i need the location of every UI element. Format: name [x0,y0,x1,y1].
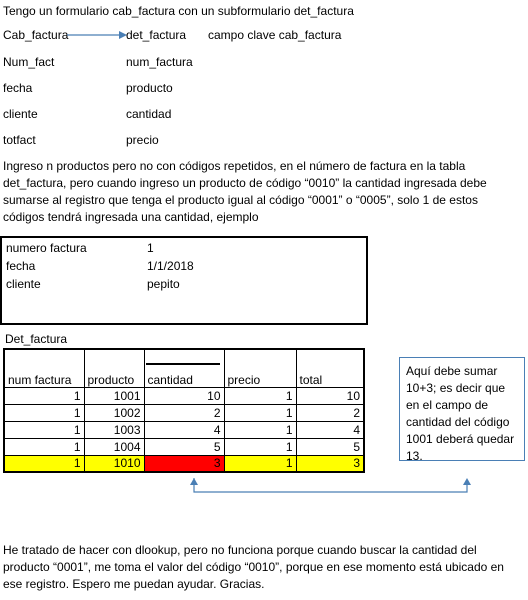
intro-text: Tengo un formulario cab_factura con un subformulario det_factura [3,4,354,18]
cell: 1 [4,438,84,455]
explanation-callout: Aquí debe sumar 10+3; es decir que en el campo de cantidad del código 1001 deberá quedar 13. [399,357,525,461]
cell: 4 [144,421,224,438]
cell: 1003 [84,421,144,438]
key-field-note: campo clave cab_factura [208,28,342,42]
cab-factura-form [0,236,368,325]
cell: 1 [4,421,84,438]
form-label-fecha: fecha [6,259,36,273]
field-num-factura: num_factura [126,55,193,69]
det-factura-label: det_factura [126,28,187,42]
cell: 1 [224,455,296,472]
cell: 10 [144,387,224,404]
col-total: total [296,349,364,387]
table-header-row [4,349,364,387]
field-cliente: cliente [3,107,38,121]
highlighted-row [4,455,364,472]
table-row [4,421,364,438]
cell: 1 [4,387,84,404]
cell: 1 [224,404,296,421]
cell: 1001 [84,387,144,404]
form-value-fecha: 1/1/2018 [147,259,194,273]
cell: 1 [4,455,84,472]
cell: 5 [144,438,224,455]
form-value-numero: 1 [147,241,154,255]
closing-paragraph: He tratado de hacer con dlookup, pero no funciona porque cuando buscar la cantidad del producto “0001”, me toma el valor del código “0010”, porque en ese momento está ubicado en ese registro. Espero me puedan ayudar. Gracias. [3,543,504,591]
cell: 2 [296,404,364,421]
cell: 10 [296,387,364,404]
cell: 3 [296,455,364,472]
cantidad-header-bar [146,362,222,366]
cell: 1010 [84,455,144,472]
cell: 1 [224,387,296,404]
field-totfact: totfact [3,133,36,147]
col-num-factura: num factura [4,349,84,387]
table-row [4,404,364,421]
description-paragraph: Ingreso n productos pero no con códigos repetidos, en el número de factura en la tabla det_factura, pero cuando ingreso un producto de código “0010” la cantidad ingresada debe sumarse al registro que tenga el producto igual al código “0001” o “0005”, solo 1 de estos códigos tendrá ingresada una cantidad, ejemplo [3,159,487,224]
field-precio: precio [126,133,159,147]
cell: 4 [296,421,364,438]
field-fecha: fecha [3,81,33,95]
form-value-cliente: pepito [147,277,180,291]
field-cantidad: cantidad [126,107,172,121]
col-producto: producto [84,349,144,387]
det-factura-table [3,348,365,473]
field-producto: producto [126,81,173,95]
cell: 2 [144,404,224,421]
cell: 1 [4,404,84,421]
cell: 1002 [84,404,144,421]
relation-arrow [67,29,127,41]
col-precio: precio [224,349,296,387]
cell: 1 [224,421,296,438]
callout-arrow [188,478,473,498]
highlighted-cantidad-cell: 3 [144,455,224,472]
det-factura-title: Det_factura [5,332,68,346]
cab-factura-label: Cab_factura [3,28,69,42]
table-row [4,387,364,404]
field-num-fact: Num_fact [3,55,55,69]
cell: 5 [296,438,364,455]
cell: 1 [224,438,296,455]
table-row [4,438,364,455]
cell: 1004 [84,438,144,455]
form-label-numero: numero factura [6,241,87,255]
col-cantidad: cantidad [144,349,224,387]
form-label-cliente: cliente [6,277,41,291]
